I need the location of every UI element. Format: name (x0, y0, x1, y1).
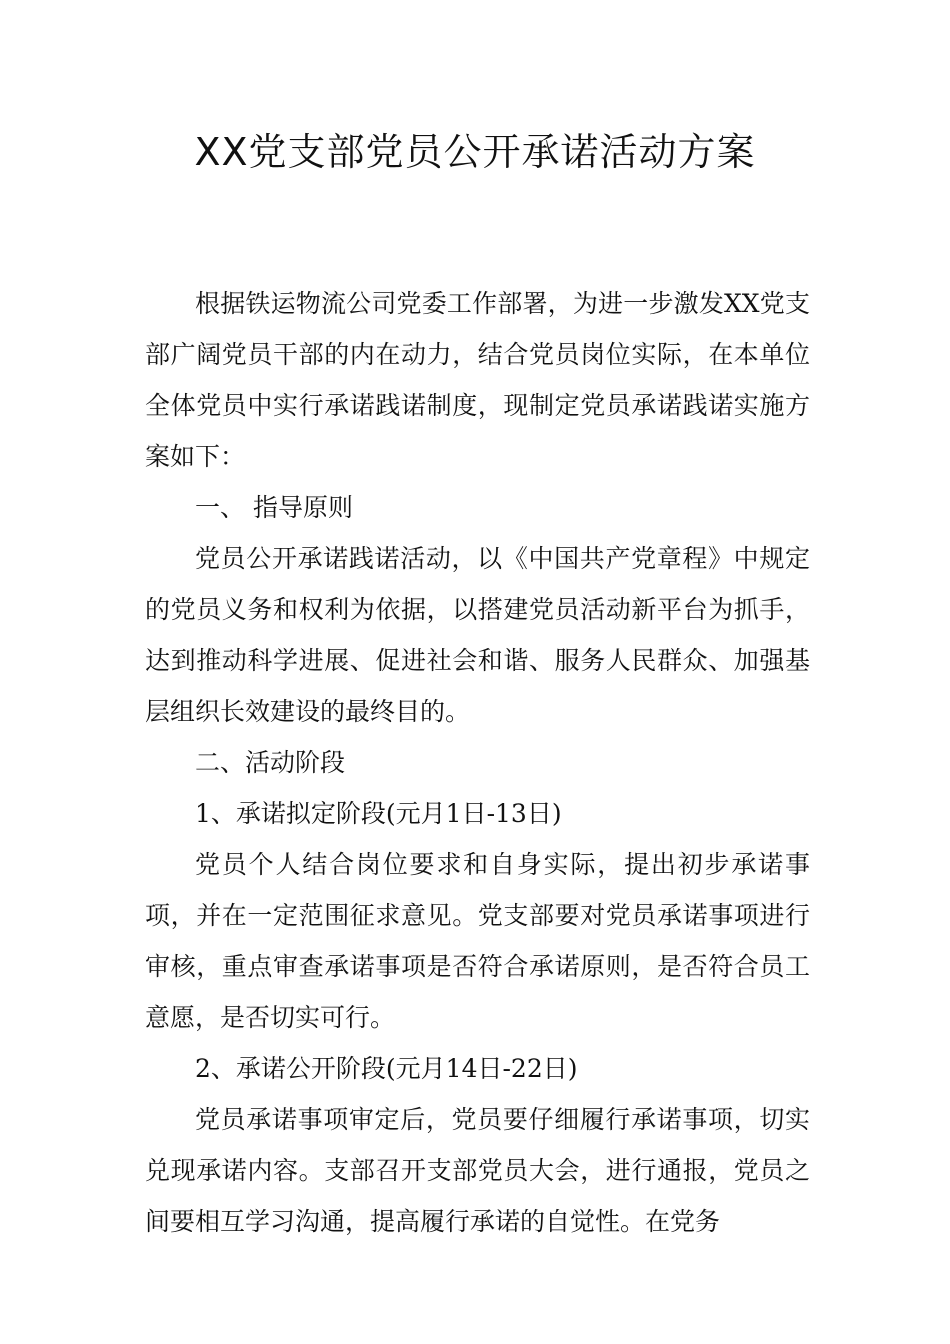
paragraph-guiding-principle: 党员公开承诺践诺活动，以《中国共产党章程》中规定的党员义务和权利为依据，以搭建党员活动新平台为抓手，达到推动科学进展、促进社会和谐、服务人民群众、加强基层组织长效建设的最终目的。 (145, 544, 810, 726)
subheading-stage-2: 2、承诺公开阶段(元月14日-22日) (195, 1054, 578, 1083)
document-title: XX党支部党员公开承诺活动方案 (194, 130, 756, 174)
paragraph-stage-1: 党员个人结合岗位要求和自身实际，提出初步承诺事项，并在一定范围征求意见。党支部要对党员承诺事项进行审核，重点审查承诺事项是否符合承诺原则，是否符合员工意愿，是否切实可行。 (145, 850, 810, 1032)
section-heading-activity-stages: 二、活动阶段 (195, 748, 346, 777)
document-body (145, 278, 810, 1247)
paragraph-intro: 根据铁运物流公司党委工作部署，为进一步激发XX党支部广阔党员干部的内在动力，结合党员岗位实际，在本单位全体党员中实行承诺践诺制度，现制定党员承诺践诺实施方案如下： (145, 289, 810, 471)
paragraph-stage-2: 党员承诺事项审定后，党员要仔细履行承诺事项，切实兑现承诺内容。支部召开支部党员大会，进行通报，党员之间要相互学习沟通，提高履行承诺的自觉性。在党务 (145, 1105, 810, 1236)
section-heading-guiding-principle: 一、 指导原则 (195, 493, 353, 522)
subheading-stage-1: 1、承诺拟定阶段(元月1日-13日) (195, 799, 562, 828)
